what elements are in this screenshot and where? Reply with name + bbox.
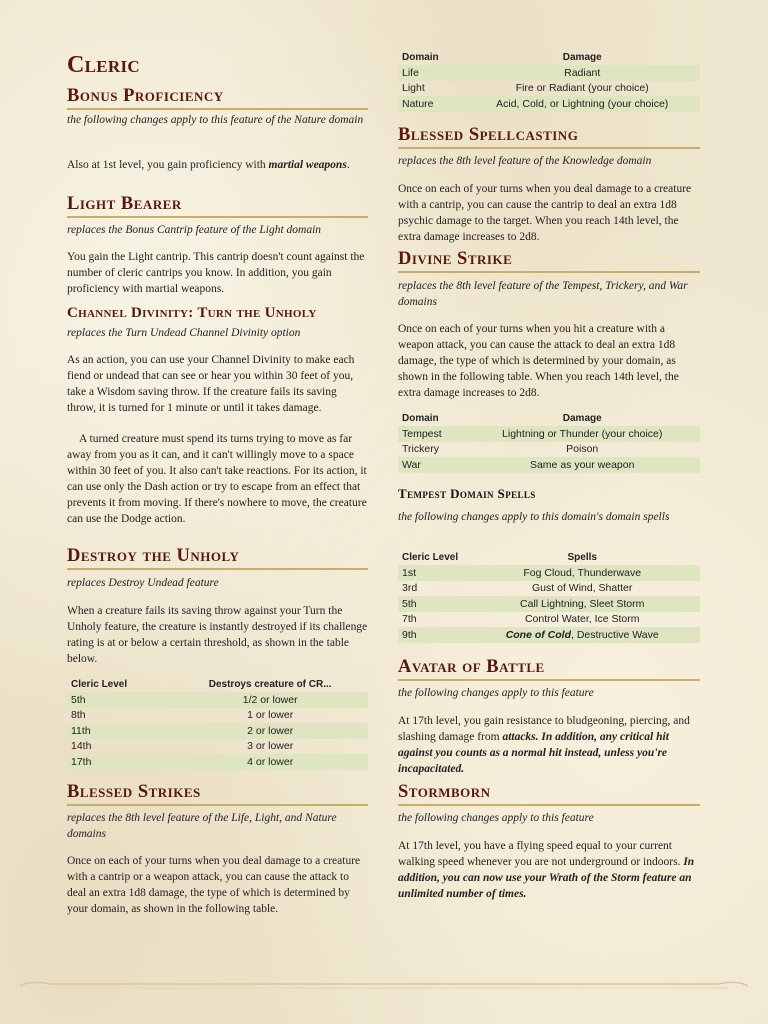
blessed-spellcasting-text: Once on each of your turns when you deal damage to a creature with a cantrip, you can cause the cantrip to deal an extra 1d8 psychic damage to the target. When you reach 14th level, the extra damage increases to 2d8. <box>398 183 692 243</box>
tempest-spells-table <box>398 550 700 643</box>
blessed-spellcasting-note: replaces the 8th level feature of the Knowledge domain <box>398 155 652 167</box>
divine-strike-table-wrap <box>398 411 700 473</box>
table-cell: 1/2 or lower <box>172 692 368 708</box>
table-header: Cleric Level <box>71 679 128 690</box>
table-cell: 5th <box>67 692 172 708</box>
table-cell: 17th <box>67 754 172 770</box>
avatar-of-battle-text: At 17th level, you gain resistance to bludgeoning, piercing, and slashing damage from attacks. In addition, any critical hit against you counts as a normal hit instead, unless you're incapacitated. <box>398 715 690 775</box>
light-bearer-heading: Light Bearer <box>67 193 368 218</box>
table-row <box>398 565 700 581</box>
table-header-row <box>398 411 700 426</box>
blessed-strikes-text: Once on each of your turns when you deal damage to a creature with a cantrip or a weapon attack, you can cause the attack to deal an extra 1d8 damage, the type of which is determined by your domain, as shown in the following table. <box>67 855 361 915</box>
bonus-proficiency-note: the following changes apply to this feature of the Nature domain <box>67 114 364 126</box>
channel-divinity-heading: Channel Divinity: Turn the Unholy <box>67 305 317 321</box>
table-cell: Trickery <box>402 443 439 456</box>
table-row <box>398 442 700 458</box>
table-row <box>67 723 368 739</box>
bonus-proficiency-text: Also at 1st level, you gain proficiency with martial weapons. <box>67 159 350 171</box>
stormborn-heading: Stormborn <box>398 781 700 806</box>
table-header: Damage <box>562 413 602 424</box>
destroy-unholy-heading: Destroy the Unholy <box>67 545 368 570</box>
avatar-of-battle-heading: Avatar of Battle <box>398 656 700 681</box>
table-cell: Call Lightning, Sleet Storm <box>464 596 700 612</box>
table-cell: 11th <box>67 723 172 739</box>
table-row <box>398 457 700 473</box>
table-cell: Fire or Radiant (your choice) <box>515 82 649 95</box>
table-cell: 1st <box>398 565 464 581</box>
destroy-unholy-table <box>67 677 368 770</box>
divine-strike-note: replaces the 8th level feature of the Tempest, Trickery, and War domains <box>398 280 688 308</box>
table-row <box>67 754 368 770</box>
table-cell: Control Water, Ice Storm <box>524 613 640 626</box>
table-row <box>398 426 700 442</box>
table-cell: 9th <box>398 627 464 643</box>
light-bearer-note: replaces the Bonus Cantrip feature of the Light domain <box>67 224 322 236</box>
blessed-strikes-damage-table <box>398 50 700 112</box>
table-row <box>67 739 368 755</box>
table-cell: Same as your weapon <box>464 457 700 473</box>
table-header: Destroys creature of CR... <box>208 679 332 690</box>
page-title: Cleric <box>67 52 140 78</box>
table-row <box>398 581 700 597</box>
table-header-row <box>67 677 368 692</box>
table-cell: 4 or lower <box>172 754 368 770</box>
table-header: Spells <box>567 552 597 563</box>
channel-divinity-p1: As an action, you can use your Channel Divinity to make each fiend or undead that can see or hear you within 30 feet of you, take a Wisdom saving throw. If the creature fails its saving throw, it is turned for 1 minute or until it takes damage. <box>67 354 355 414</box>
table-cell: Poison <box>566 443 599 456</box>
table-cell: 14th <box>71 740 92 753</box>
table-cell: Cone of Cold, Destructive Wave <box>464 627 700 643</box>
blessed-strikes-damage-table-wrap <box>398 50 700 112</box>
table-row <box>398 612 700 628</box>
table-row <box>67 692 368 708</box>
avatar-of-battle-note: the following changes apply to this feature <box>398 687 594 699</box>
table-row <box>398 627 700 643</box>
destroy-unholy-table-wrap <box>67 677 368 770</box>
stormborn-text: At 17th level, you have a flying speed equal to your current walking speed whenever you are not underground or indoors. In addition, you can now use your Wrath of the Storm feature an unlimited number of times. <box>398 840 695 900</box>
table-header-row <box>398 550 700 565</box>
table-cell: Nature <box>398 96 464 112</box>
table-header: Domain <box>402 413 439 424</box>
light-bearer-text: You gain the Light cantrip. This cantrip doesn't count against the number of cleric cantrips you know. In addition, you gain proficiency with martial weapons. <box>67 251 365 295</box>
table-cell: War <box>398 457 464 473</box>
destroy-unholy-text: When a creature fails its saving throw against your Turn the Unholy feature, the creature is instantly destroyed if its challenge rating is at or below a certain threshold, as shown in the table below. <box>67 605 368 665</box>
divine-strike-heading: Divine Strike <box>398 248 700 273</box>
table-cell: Acid, Cold, or Lightning (your choice) <box>464 96 700 112</box>
channel-divinity-p2: A turned creature must spend its turns trying to move as far away from you as it can, and it can't willingly move to a space within 30 feet of you. It also can't take reactions. For its action, it can use only the Dash action or try to escape from an effect that prevents it from moving. If there's nowhere to move, the creature can use the Dodge action. <box>67 433 367 525</box>
table-cell: Lightning or Thunder (your choice) <box>464 426 700 442</box>
table-cell: 3 or lower <box>247 740 294 753</box>
table-row <box>398 81 700 97</box>
table-header: Damage <box>562 52 602 63</box>
channel-divinity-note: replaces the Turn Undead Channel Divinity option <box>67 327 301 339</box>
table-cell: 8th <box>71 709 86 722</box>
footer-flourish <box>20 978 748 994</box>
blessed-strikes-heading: Blessed Strikes <box>67 781 368 806</box>
tempest-spells-note: the following changes apply to this domain's domain spells <box>398 511 670 523</box>
table-cell: Gust of Wind, Shatter <box>532 582 633 595</box>
table-cell: Fog Cloud, Thunderwave <box>464 565 700 581</box>
table-cell: Light <box>402 82 425 95</box>
table-cell: Tempest <box>398 426 464 442</box>
table-header: Domain <box>402 52 439 63</box>
table-header: Cleric Level <box>402 552 459 563</box>
table-cell: 7th <box>402 613 417 626</box>
table-row <box>398 65 700 81</box>
table-cell: 1 or lower <box>247 709 294 722</box>
stormborn-note: the following changes apply to this feature <box>398 812 594 824</box>
table-row <box>398 96 700 112</box>
table-header-row <box>398 50 700 65</box>
table-cell: 2 or lower <box>172 723 368 739</box>
blessed-strikes-note: replaces the 8th level feature of the Life, Light, and Nature domains <box>67 812 337 840</box>
divine-strike-text: Once on each of your turns when you hit a creature with a weapon attack, you can cause the attack to deal an extra 1d8 damage, the type of which is determined by your domain, as shown in the following table. When you reach 14th level, the extra damage increases to 2d8. <box>398 323 679 399</box>
tempest-spells-heading: Tempest Domain Spells <box>398 486 536 501</box>
table-cell: Radiant <box>464 65 700 81</box>
table-cell: Life <box>398 65 464 81</box>
bonus-proficiency-heading: Bonus Proficiency <box>67 85 368 110</box>
table-cell: 5th <box>398 596 464 612</box>
tempest-spells-table-wrap <box>398 550 700 643</box>
destroy-unholy-note: replaces Destroy Undead feature <box>67 577 219 589</box>
table-cell: 3rd <box>402 582 418 595</box>
table-row <box>398 596 700 612</box>
divine-strike-table <box>398 411 700 473</box>
table-row <box>67 708 368 724</box>
blessed-spellcasting-heading: Blessed Spellcasting <box>398 124 700 149</box>
